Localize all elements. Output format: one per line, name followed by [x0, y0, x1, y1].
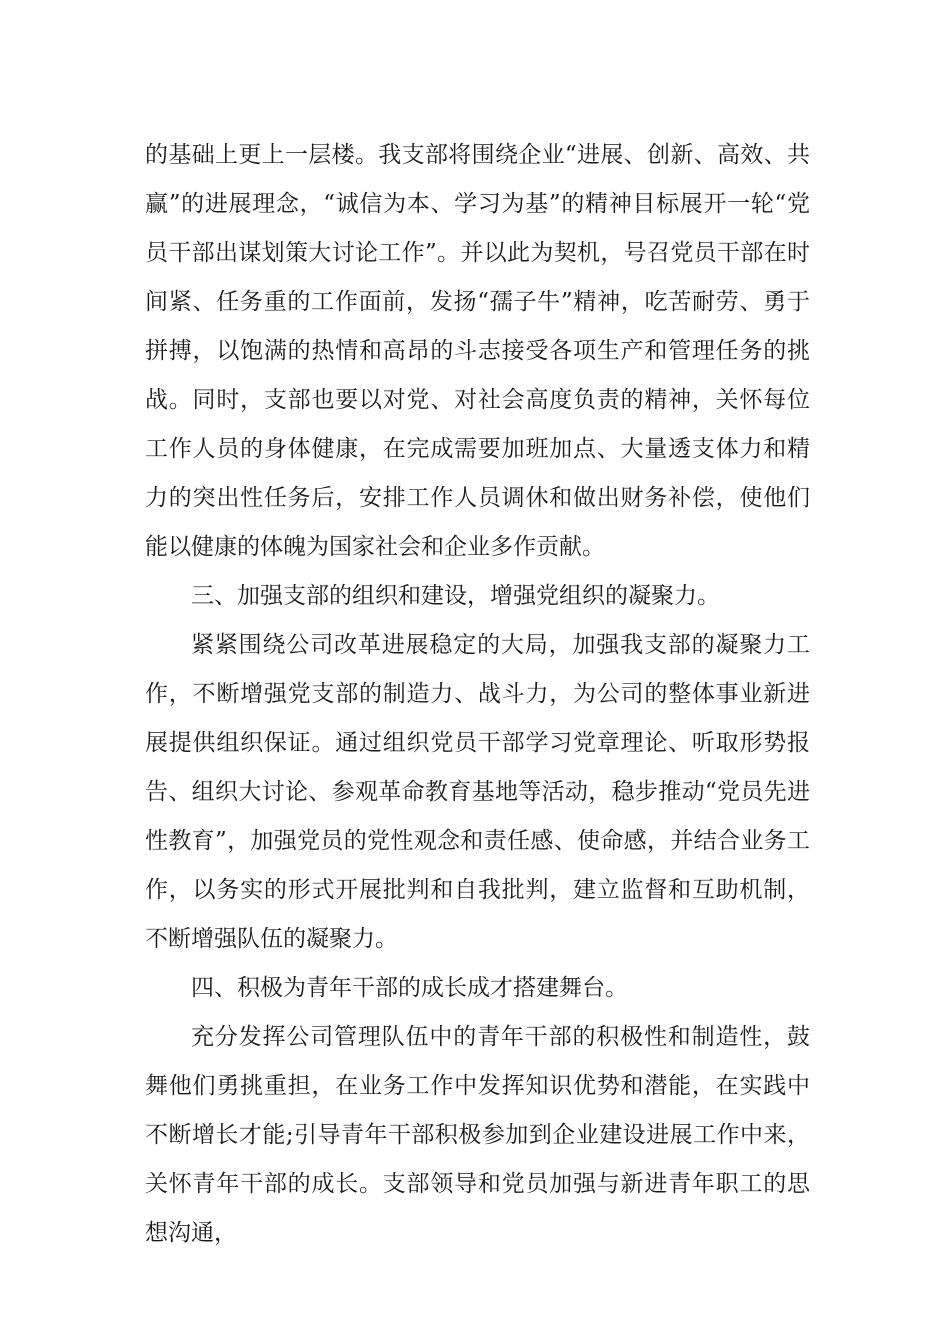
section-heading-four: 四、积极为青年干部的成长成才搭建舞台。	[191, 975, 628, 1001]
paragraph-continuation: 的基础上更上一层楼。我支部将围绕企业“进展、创新、高效、共赢”的进展理念，“诚信为本、学习为基”的精神目标展开一轮“党员干部出谋划策大讨论工作”。并以此为契机，号召党员干部在时间紧、任务重的工作面前，发扬“孺子牛”精神，吃苦耐劳、勇于拼搏，以饱满的热情和高昂的斗志接受各项生产和管理任务的挑战。同时，支部也要以对党、对社会高度负责的精神，关怀每位工作人员的身体健康，在完成需要加班加点、大量透支体力和精力的突出性任务后，安排工作人员调休和做出财务补偿，使他们能以健康的体魄为国家社会和企业多作贡献。	[145, 142, 810, 560]
document-body	[145, 131, 810, 1258]
paragraph-youth-cadres: 充分发挥公司管理队伍中的青年干部的积极性和制造性，鼓舞他们勇挑重担，在业务工作中发挥知识优势和潜能，在实践中不断增长才能;引导青年干部积极参加到企业建设进展工作中来，关怀青年干部的成长。支部领导和党员加强与新进青年职工的思想沟通，	[145, 1024, 810, 1246]
paragraph-cohesion: 紧紧围绕公司改革进展稳定的大局，加强我支部的凝聚力工作，不断增强党支部的制造力、战斗力，为公司的整体事业新进展提供组织保证。通过组织党员干部学习党章理论、听取形势报告、组织大讨论、参观革命教育基地等活动，稳步推动“党员先进性教育”，加强党员的党性观念和责任感、使命感，并结合业务工作，以务实的形式开展批判和自我批判，建立监督和互助机制，不断增强队伍的凝聚力。	[145, 632, 810, 952]
section-heading-three: 三、加强支部的组织和建设，增强党组织的凝聚力。	[191, 583, 720, 609]
